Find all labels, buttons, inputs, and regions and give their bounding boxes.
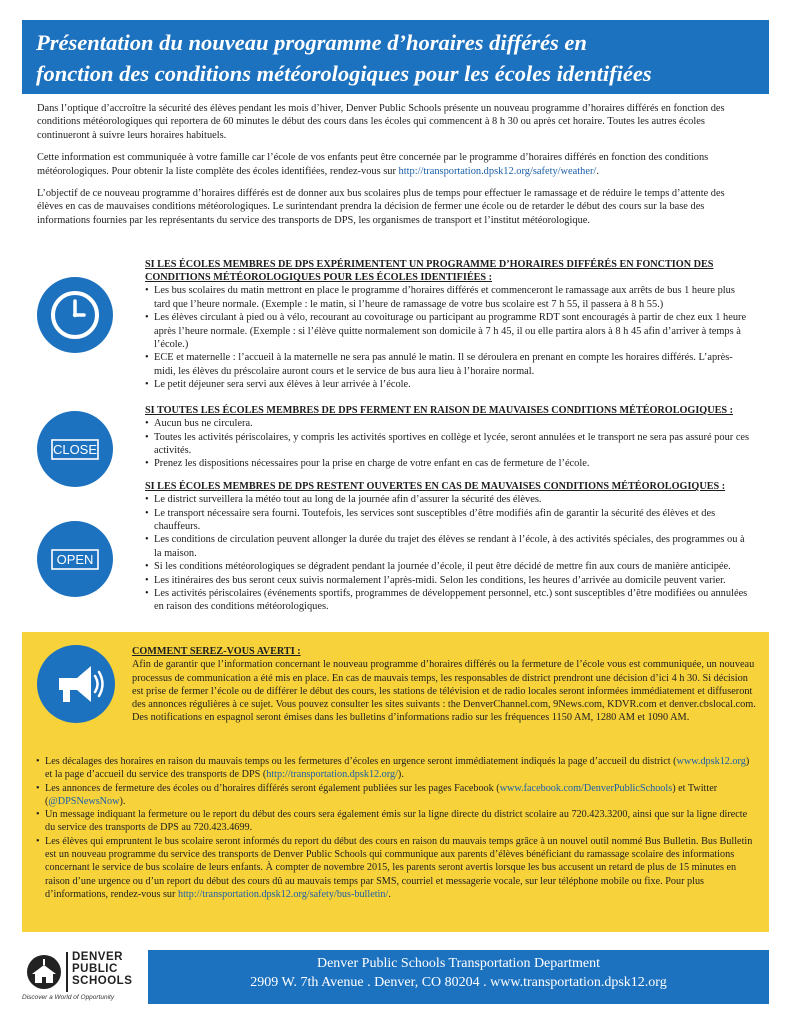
delay-section xyxy=(145,258,751,392)
open-list xyxy=(145,493,751,614)
district-site-link[interactable]: www.dpsk12.org xyxy=(676,756,746,767)
close-section xyxy=(145,404,751,471)
title-line-1: Présentation du nouveau programme d’horaires différés en xyxy=(36,30,587,55)
list-item: • Les décalages des horaires en raison du mauvais temps ou les fermetures d’écoles en urgence seront immédiatement indiqués la page d’accueil du district (www.dpsk12.org) et la page d’accueil du service des transports de DPS (http://transportation.dpsk12.org/). xyxy=(36,755,758,782)
intro-text xyxy=(37,102,751,236)
delay-list xyxy=(145,284,751,391)
list-item: • Le transport nécessaire sera fourni. Toutefois, les services sont susceptibles d’être modifiés afin de garantir la sécurité des élèves et des chauffeurs. xyxy=(145,507,751,534)
delay-heading: SI LES ÉCOLES MEMBRES DE DPS EXPÉRIMENTENT UN PROGRAMME D’HORAIRES DIFFÉRÉS EN FONCTION DES CONDITIONS MÉTÉOROLOGIQUES POUR LES ÉCOLES IDENTIFIÉES : xyxy=(145,259,714,284)
intro-paragraph-3: L’objectif de ce nouveau programme d’horaires différés est de donner aux bus scolaires plus de temps pour effectuer le ramassage et de réduire le temps d’attente des élèves en cas de mauvaises conditions météorologiques. Le surintendant prendra la décision de fermer une école ou de retarder le début des cours sur la base des informations fournies par les représentants du service des transports de DPS, les organismes de transport et l’institut météorologique. xyxy=(37,188,725,226)
list-item: • Les activités périscolaires (événements sportifs, programmes de développement personnel, etc.) sont susceptibles d’être modifiées ou annulées en raison des conditions météorologiques. xyxy=(145,587,751,614)
logo-tagline: Discover a World of Opportunity xyxy=(22,994,115,1001)
megaphone-icon xyxy=(37,645,115,723)
footer-department: Denver Public Schools Transportation Department xyxy=(316,956,601,971)
notification-intro xyxy=(132,645,758,725)
list-item: • Un message indiquant la fermeture ou le report du début des cours sera également émis sur la ligne directe du district scolaire au 720.423.3200, ainsi que sur la ligne directe du service des transports de DPS au 720.423.4699. xyxy=(36,808,758,835)
school-building-icon xyxy=(24,954,64,990)
notification-list xyxy=(36,755,758,901)
close-sign-icon xyxy=(37,411,113,487)
intro-paragraph-1: Dans l’optique d’accroître la sécurité des élèves pendant les mois d’hiver, Denver Public Schools présente un nouveau programme d’horaires différés en fonction des conditions météorologiques qui reportera de 60 minutes le début des cours dans les écoles qui commencent à 8 h 30 ou après cet horaire. Toutes les autres écoles continueront à suivre leurs horaires habituels. xyxy=(37,103,725,141)
facebook-link[interactable]: www.facebook.com/DenverPublicSchools xyxy=(499,782,673,794)
footer-band xyxy=(148,950,769,1004)
list-item: • Les élèves circulant à pied ou à vélo, recourant au covoiturage ou participant au programme RDT sont encouragés à partir de chez eux 1 heure après l’heure normale. (Exemple : si l’élève quitte normalement son domicile à 7 h 45, il ou elle partira alors à 8 h 45 afin d’arriver à temps à l’école.) xyxy=(145,311,751,351)
list-item: • Le district surveillera la météo tout au long de la journée afin d’assurer la sécurité des élèves. xyxy=(145,493,751,506)
logo-divider xyxy=(66,952,68,992)
title-line-2: fonction des conditions météorologiques pour les écoles identifiées xyxy=(36,61,652,86)
list-item: • ECE et maternelle : l’accueil à la maternelle ne sera pas annulé le matin. Il se déroulera en prenant en compte les horaires différés. L’après-midi, les élèves du préscolaire auront cours et le service de bus aura lieu à l’horaire normal. xyxy=(145,351,751,378)
list-item: • Les conditions de circulation peuvent allonger la durée du trajet des élèves se rendant à l’école, à des activités spéciales, des programmes ou à la maison. xyxy=(145,533,751,560)
notification-heading: COMMENT SEREZ-VOUS AVERTI : xyxy=(132,646,301,657)
transportation-site-link[interactable]: http://transportation.dpsk12.org/ xyxy=(266,769,398,781)
list-item: • Les itinéraires des bus seront ceux suivis normalement l’après-midi. Selon les conditions, les heures d’arrivée au domicile peuvent varier. xyxy=(145,574,751,587)
title-banner xyxy=(22,20,769,94)
close-heading: SI TOUTES LES ÉCOLES MEMBRES DE DPS FERMENT EN RAISON DE MAUVAISES CONDITIONS MÉTÉOROLOGIQUES : xyxy=(145,405,733,416)
dps-logo xyxy=(22,950,142,1006)
list-item: • Toutes les activités périscolaires, y compris les activités sportives en collège et lycée, seront annulées et le transport ne sera pas assuré pour ces activités. xyxy=(145,431,751,458)
notification-body: Afin de garantir que l’information concernant le nouveau programme d’horaires différés ou la fermeture de l’école vous est communiquée, un nouveau processus de communication a été mis en place. En cas de mauvais temps, les responsables de district prendront une décision d’ici 4 h 30. Si décision est prise de fermer l’école ou de différer le début des cours, les stations de télévision et de radio locales seront informées immédiatement et diffuseront des annonces régulières à ce sujet. Vous pouvez consulter les sites suivants : the DenverChannel.com, 9News.com, KDVR.com et denver.cbslocal.com. Des notifications en espagnol seront émises dans les bulletins d’informations radio sur les fréquences 1150 AM, 1280 AM et 1090 AM. xyxy=(132,659,756,724)
close-sign-label: CLOSE xyxy=(52,442,98,457)
open-sign-icon xyxy=(37,521,113,597)
open-heading: SI LES ÉCOLES MEMBRES DE DPS RESTENT OUVERTES EN CAS DE MAUVAISES CONDITIONS MÉTÉOROLOGIQUES : xyxy=(145,481,726,492)
weather-schools-link[interactable]: http://transportation.dpsk12.org/safety/weather/ xyxy=(398,165,597,177)
page-title xyxy=(22,20,769,89)
list-item: • Le petit déjeuner sera servi aux élèves à leur arrivée à l’école. xyxy=(145,378,751,391)
footer-address: 2909 W. 7th Avenue . Denver, CO 80204 . www.transportation.dpsk12.org xyxy=(250,975,667,990)
list-item: • Aucun bus ne circulera. xyxy=(145,417,751,430)
list-item: • Les élèves qui empruntent le bus scolaire seront informés du report du début des cours en raison du mauvais temps grâce à un nouvel outil nommé Bus Bulletin. Bus Bulletin est un nouveau programme du service des transports de Denver Public Schools qui communique aux parents d’élèves bénéficiant du ramassage scolaire des informations concernant le service de bus scolaire de leurs enfants. À compter de novembre 2015, les parents seront avertis lorsque les bus accusent un retard de plus de 15 minutes en raison d’une urgence ou d’un report du début des cours dû au mauvais temps par SMS, courriel et messagerie vocale, sur leur téléphone mobile ou fixe. Pour plus d’informations, rendez-vous sur http://transportation.dpsk12.org/safety/bus-bulletin/. xyxy=(36,835,758,901)
logo-wordmark: DENVER PUBLIC SCHOOLS xyxy=(72,951,133,987)
bus-bulletin-link[interactable]: http://transportation.dpsk12.org/safety/bus-bulletin/ xyxy=(177,888,389,900)
list-item: • Les annonces de fermeture des écoles ou d’horaires différés seront également publiées sur les pages Facebook (www.facebook.com/DenverPublicSchools) et Twitter (@DPSNewsNow). xyxy=(36,782,758,809)
intro-paragraph-2: Cette information est communiquée à votre famille car l’école de vos enfants peut être concernée par le programme d’horaires différés en fonction des conditions météorologiques. Pour obtenir la liste complète des écoles identifiées, rendez-vous sur http://transportation.dpsk12.org/safety/weather/. xyxy=(37,152,709,177)
list-item: • Les bus scolaires du matin mettront en place le programme d’horaires différés et commenceront le ramassage aux arrêts de bus 1 heure plus tard que l’heure normale. (Exemple : le matin, si l’heure de ramassage de votre bus scolaire est 7 h 55, il passera à 8 h 55.) xyxy=(145,284,751,311)
open-sign-label: OPEN xyxy=(56,552,94,567)
clock-icon xyxy=(37,277,113,353)
list-item: • Prenez les dispositions nécessaires pour la prise en charge de votre enfant en cas de fermeture de l’école. xyxy=(145,457,751,470)
notification-box xyxy=(22,632,769,932)
open-section xyxy=(145,480,751,614)
twitter-link[interactable]: @DPSNewsNow xyxy=(48,795,120,807)
close-list xyxy=(145,417,751,471)
list-item: • Si les conditions météorologiques se dégradent pendant la journée d’école, il peut être décidé de mettre fin aux cours de manière anticipée. xyxy=(145,560,751,573)
